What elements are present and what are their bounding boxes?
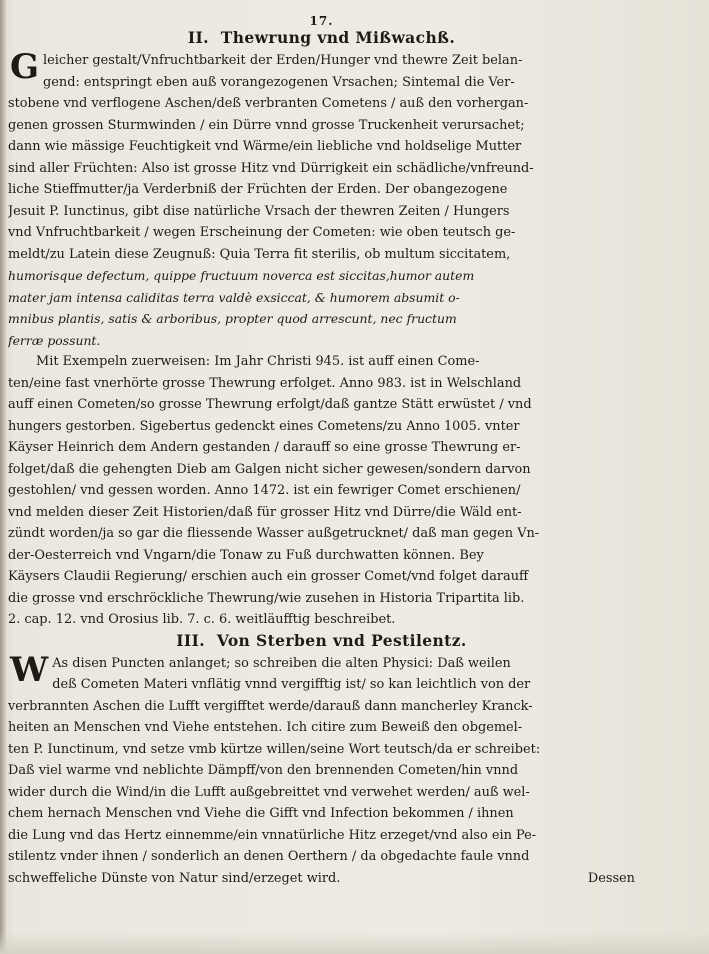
paragraph-pestilence	[8, 649, 635, 890]
text-line: der-Oesterreich vnd Vngarn/die Tonaw zu Fuß durchwatten können. Bey	[8, 547, 484, 563]
text-line: deß Cometen Materi vnflätig vnnd vergifftig ist/ so kan leichtlich von der	[52, 677, 531, 692]
section-numeral: III.	[176, 630, 206, 650]
text-line: wider durch die Wind/in die Lufft außgebreittet vnd verwehet werden/ auß wel-	[8, 784, 530, 800]
section-heading-iii	[8, 631, 635, 651]
text-line: die grosse vnd erschröckliche Thewrung/wie zusehen in Historia Tripartita lib.	[8, 590, 525, 606]
text-line: zündt worden/ja so gar die fliessende Wasser außgetrucknet/ daß man gegen Vn-	[8, 526, 540, 541]
drop-cap-initial: G	[10, 47, 40, 87]
latin-quote-line: humorisque defectum, quippe fructuum noverca est siccitas,humor autem	[8, 268, 475, 283]
latin-quote-line: mnibus plantis, satis & arboribus, propter quod arrescunt, nec fructum	[8, 311, 457, 326]
text-line: sind aller Früchten: Also ist grosse Hitz vnd Dürrigkeit ein schädliche/vnfreund-	[8, 160, 534, 176]
text-line: meldt/zu Latein diese Zeugnuß: Quia Terra fit sterilis, ob multum siccitatem,	[8, 246, 511, 262]
paragraph-famine-examples	[8, 351, 635, 631]
text-line	[8, 868, 635, 890]
text-line: genen grossen Sturmwinden / ein Dürre vnnd grosse Truckenheit verursachet;	[8, 117, 525, 133]
text-line: die Lung vnd das Hertz einnemme/ein vnnatürliche Hitz erzeget/vnd also ein Pe-	[8, 827, 537, 843]
text-line: heiten an Menschen vnd Viehe entstehen. Ich citire zum Beweiß den obgemel-	[8, 720, 523, 735]
page-gutter-edge	[0, 0, 6, 954]
text-line: auff einen Cometen/so grosse Thewrung erfolgt/daß gantze Stätt erwüstet / vnd	[8, 397, 532, 412]
text-line: gestohlen/ vnd gessen worden. Anno 1472. ist ein fewriger Comet erschienen/	[8, 483, 521, 498]
page-number: 17.	[309, 14, 334, 28]
text-line: leicher gestalt/Vnfruchtbarkeit der Erden/Hunger vnd thewre Zeit belan-	[43, 53, 523, 68]
text-line: As disen Puncten anlanget; so schreiben die alten Physici: Daß weilen	[52, 655, 511, 671]
text-line: hungers gestorben. Sigebertus gedenckt eines Cometens/zu Anno 1005. vnter	[8, 418, 520, 434]
section-title: Von Sterben vnd Pestilentz.	[216, 630, 467, 650]
text-line: ten P. Iunctinum, vnd setze vmb kürtze willen/seine Wort teutsch/da er schreibet:	[8, 741, 541, 757]
section-numeral: II.	[187, 28, 209, 47]
latin-quote-line: mater jam intensa caliditas terra valdè exsiccat, & humorem absumit o-	[8, 289, 460, 305]
text-line: vnd Vnfruchtbarkeit / wegen Erscheinung der Cometen: wie oben teutsch ge-	[8, 225, 516, 240]
page-bottom-shadow	[0, 932, 709, 954]
final-line-text: schweffeliche Dünste von Natur sind/erzeget wird.	[8, 870, 341, 886]
text-line: Jesuit P. Iunctinus, gibt dise natürliche Vrsach der thewren Zeiten / Hungers	[8, 203, 510, 219]
section-title: Thewrung vnd Mißwachß.	[220, 28, 456, 47]
text-line: 2. cap. 12. vnd Orosius lib. 7. c. 6. weitläufftig beschreibet.	[8, 612, 396, 627]
drop-cap-initial: W	[10, 649, 49, 690]
text-line: ten/eine fast vnerhörte grosse Thewrung erfolget. Anno 983. ist in Welschland	[8, 375, 522, 391]
text-line: vnd melden dieser Zeit Historien/daß für grosser Hitz vnd Dürre/die Wäld ent-	[8, 504, 522, 520]
text-line: stilentz vnder ihnen / sonderlich an denen Oerthern / da obgedachte faule vnnd	[8, 849, 530, 864]
text-line: Daß viel warme vnd neblichte Dämpff/von den brennenden Cometen/hin vnnd	[8, 763, 519, 778]
text-line: gend: entspringt eben auß vorangezogenen Vrsachen; Sintemal die Ver-	[43, 74, 515, 90]
paragraph-famine-causes	[8, 47, 635, 351]
text-line: Käysers Claudii Regierung/ erschien auch ein grosser Comet/vnd folget darauff	[8, 569, 529, 584]
catchword: Dessen	[587, 870, 635, 886]
text-line: dann wie mässige Feuchtigkeit vnd Wärme/ein liebliche vnd holdselige Mutter	[8, 139, 522, 154]
text-line: Mit Exempeln zuerweisen: Im Jahr Christi 945. ist auff einen Come-	[36, 354, 480, 369]
section-heading-ii	[8, 28, 635, 48]
text-line: chem hernach Menschen vnd Viehe die Gifft vnd Infection bekommen / ihnen	[8, 806, 514, 821]
latin-quote-line: ferræ possunt.	[8, 332, 101, 348]
text-line: folget/daß die gehengten Dieb am Galgen nicht sicher gewesen/sondern darvon	[8, 461, 531, 477]
text-line: stobene vnd verflogene Aschen/deß verbranten Cometens / auß den vorhergan-	[8, 96, 529, 111]
text-line: verbrannten Aschen die Lufft vergifftet werde/darauß dann mancherley Kranck-	[8, 698, 533, 714]
text-line: liche Stieffmutter/ja Verderbniß der Früchten der Erden. Der obangezogene	[8, 182, 508, 197]
text-line: Käyser Heinrich dem Andern gestanden / darauff so eine grosse Thewrung er-	[8, 440, 521, 455]
